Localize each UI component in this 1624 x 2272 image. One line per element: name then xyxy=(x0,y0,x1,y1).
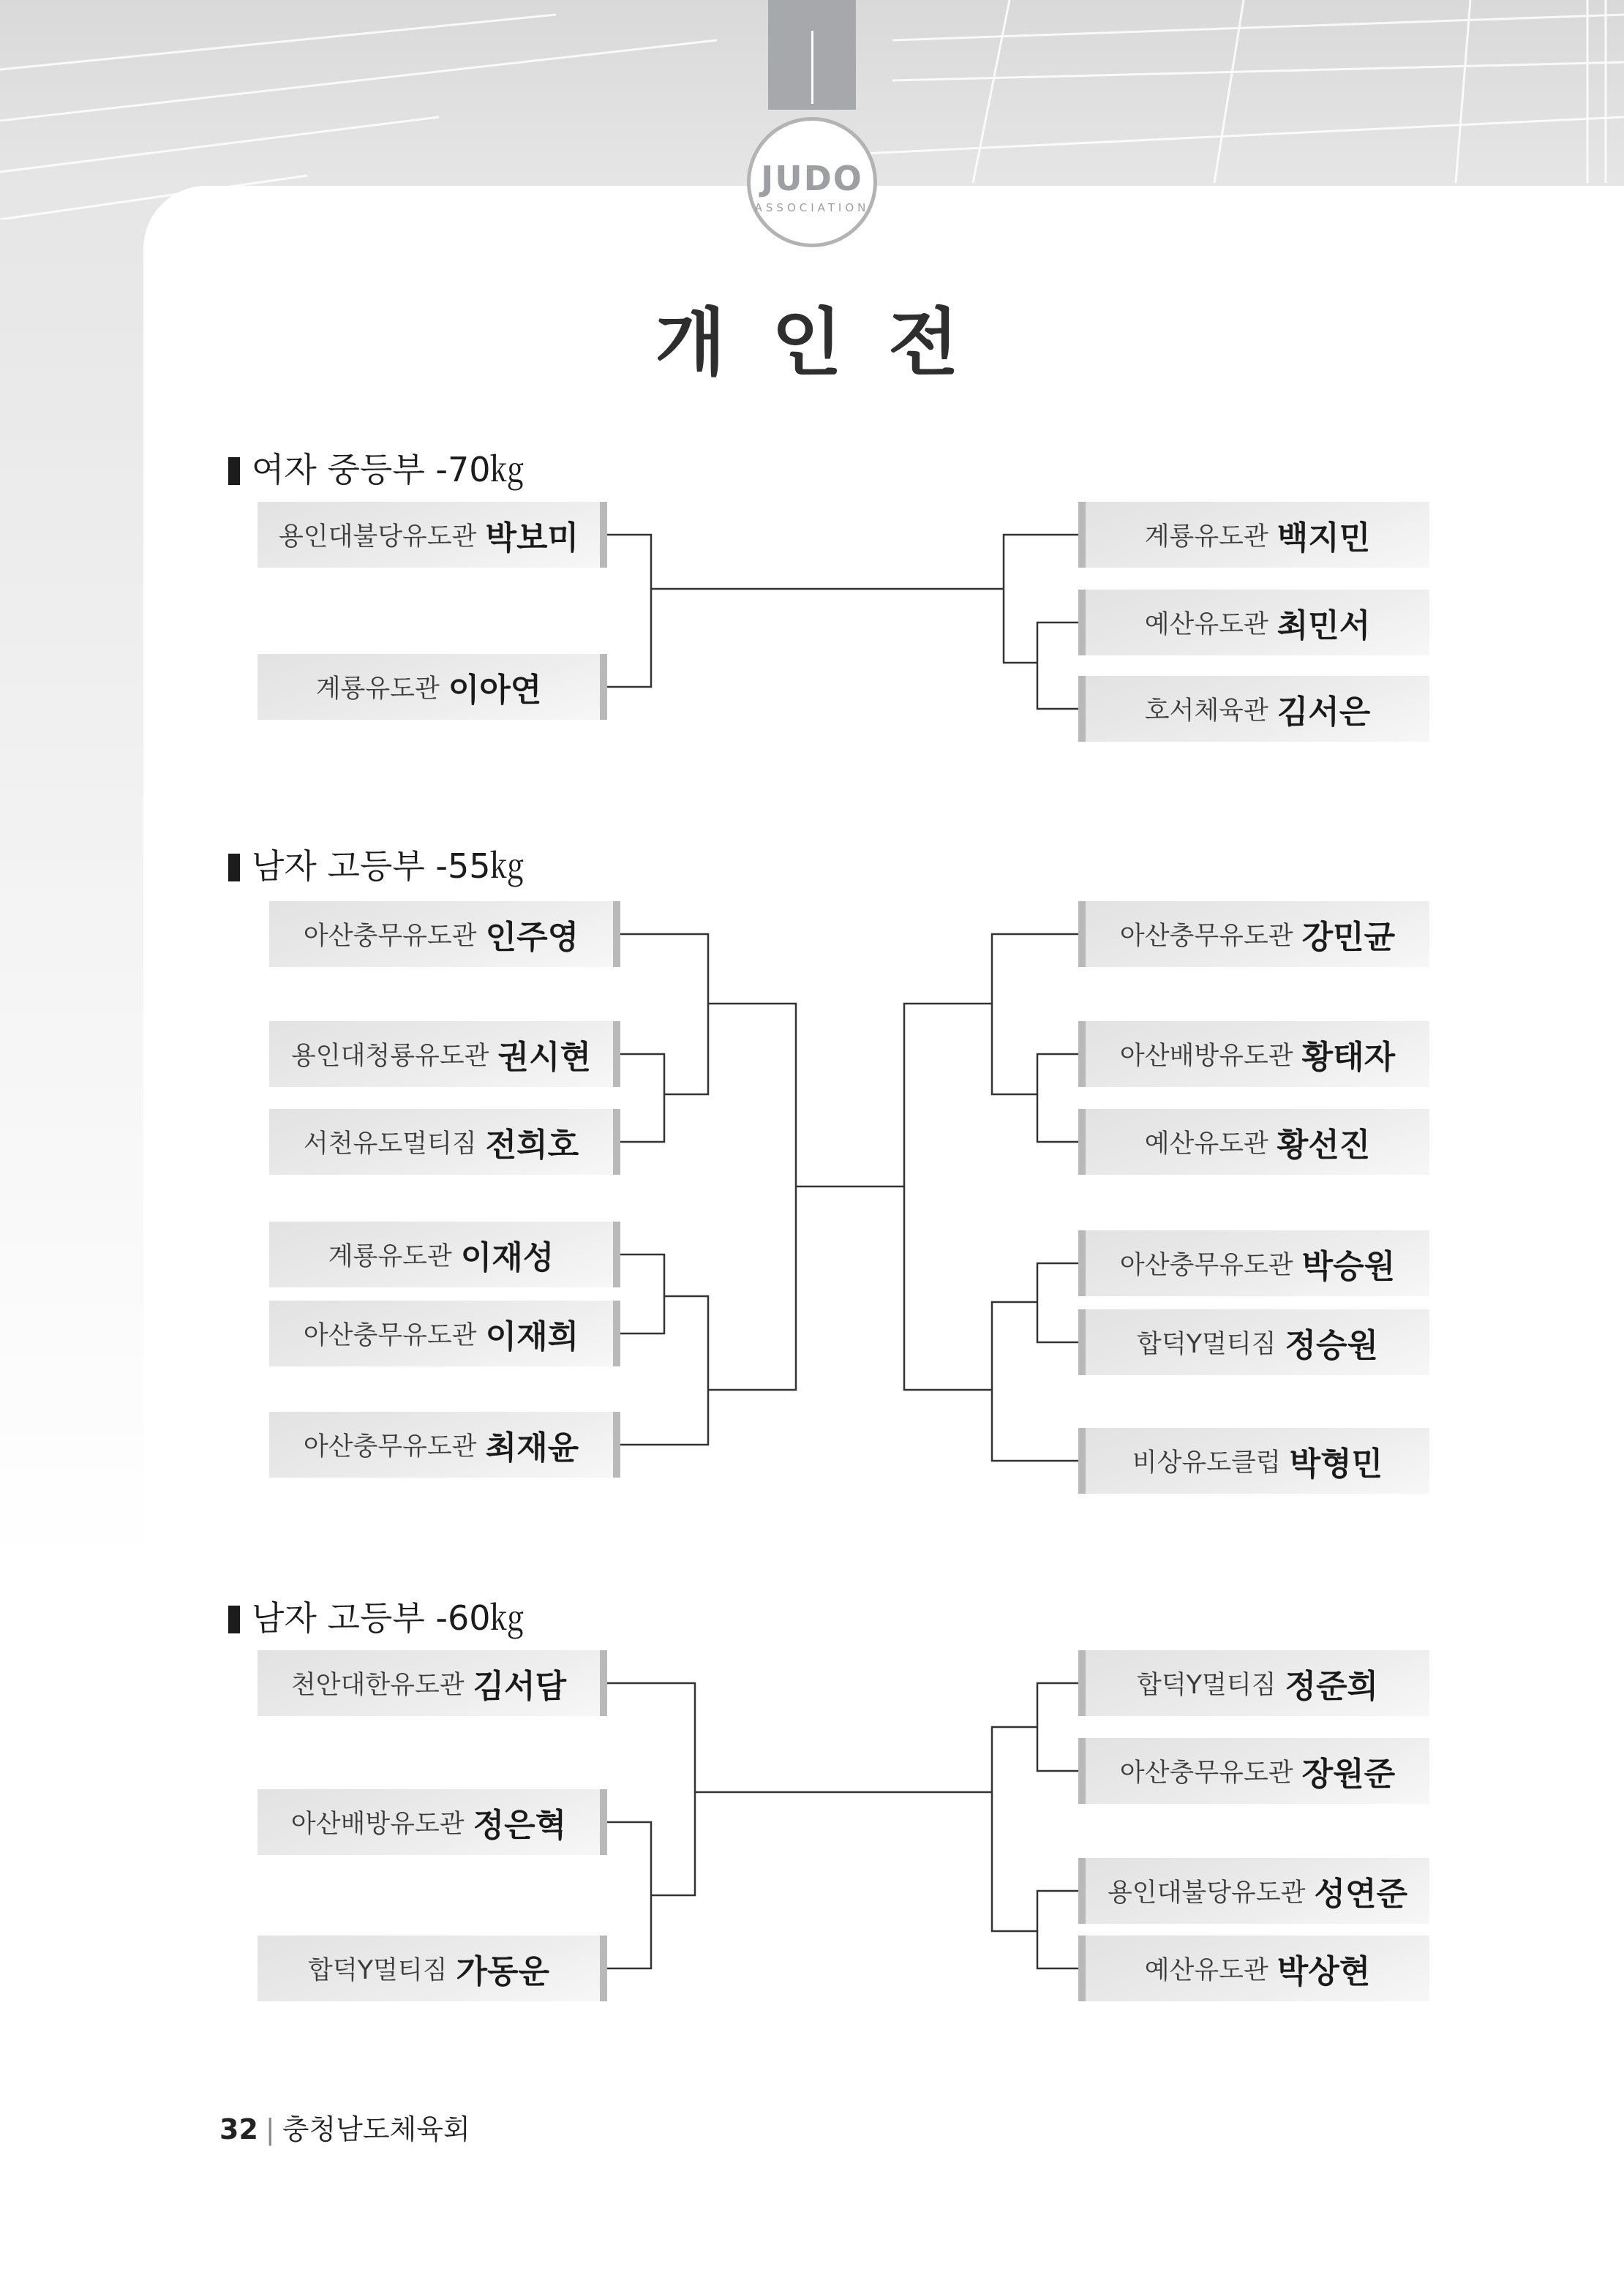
player-club: 합덕Y멀티짐 xyxy=(1137,1330,1277,1359)
player-club: 계룡유도관 xyxy=(1144,522,1268,552)
bracket-connector xyxy=(607,1822,651,1968)
player-club: 합덕Y멀티짐 xyxy=(308,1956,448,1985)
organization-name: 충청남도체육회 xyxy=(282,2113,470,2145)
page-title: 개 인 전 xyxy=(655,300,969,385)
player-club: 계룡유도관 xyxy=(328,1242,452,1271)
logo-title: JUDO xyxy=(761,159,863,198)
bracket-connector xyxy=(992,1727,1037,1931)
player-club: 예산유도관 xyxy=(1144,1129,1268,1159)
logo-subtitle: ASSOCIATION xyxy=(754,201,870,214)
bracket-connector xyxy=(992,934,1078,1094)
player-name: 정은혁 xyxy=(473,1807,567,1844)
player-club: 아산충무유도관 xyxy=(1119,1251,1293,1280)
player-name: 강민균 xyxy=(1301,919,1396,956)
player-name: 박보미 xyxy=(485,519,579,557)
player-club: 비상유도클럽 xyxy=(1132,1448,1281,1478)
player-name: 최민서 xyxy=(1277,607,1371,644)
player-name: 정준희 xyxy=(1285,1668,1378,1705)
page-number: 32 xyxy=(219,2113,258,2145)
player-name: 권시현 xyxy=(497,1039,591,1076)
player-club: 서천유도멀티짐 xyxy=(303,1129,477,1159)
player-name: 박상현 xyxy=(1277,1953,1371,1990)
player-club: 아산충무유도관 xyxy=(303,1321,477,1350)
player-club: 예산유도관 xyxy=(1144,610,1268,639)
player-name: 박승원 xyxy=(1301,1248,1396,1285)
player-name: 장원준 xyxy=(1301,1756,1396,1793)
bracket-connector xyxy=(1037,622,1078,709)
player-name: 황선진 xyxy=(1277,1126,1371,1164)
section-title-men-high-60kg: 남자 고등부 -60㎏ xyxy=(228,1592,525,1640)
player-club: 용인대불당유도관 xyxy=(279,522,477,552)
player-name: 황태자 xyxy=(1301,1039,1396,1076)
player-name: 김서은 xyxy=(1277,693,1371,731)
player-name: 가동운 xyxy=(456,1953,549,1990)
player-name: 박형민 xyxy=(1289,1445,1383,1483)
player-name: 전희호 xyxy=(485,1126,579,1164)
bracket-connector xyxy=(1037,1263,1078,1342)
player-club: 아산배방유도관 xyxy=(1119,1042,1293,1071)
player-club: 용인대청룡유도관 xyxy=(291,1042,489,1071)
player-name: 김서담 xyxy=(473,1668,567,1705)
player-club: 호서체육관 xyxy=(1144,696,1268,726)
player-name: 정승원 xyxy=(1285,1327,1378,1364)
bracket-connector xyxy=(1037,1683,1078,1771)
player-name: 백지민 xyxy=(1277,519,1371,557)
bracket-connector xyxy=(1037,1054,1078,1142)
bracket-connector xyxy=(1004,535,1078,663)
bracket-connector xyxy=(620,1255,664,1334)
page-footer xyxy=(219,2107,470,2147)
player-name: 성연준 xyxy=(1314,1876,1407,1913)
bracket-connector xyxy=(620,1054,664,1142)
bracket-connector xyxy=(1037,1891,1078,1968)
player-club: 아산충무유도관 xyxy=(303,1432,477,1462)
player-name: 인주영 xyxy=(485,919,579,956)
player-name: 이재성 xyxy=(460,1239,555,1276)
player-name: 이아연 xyxy=(448,672,542,709)
player-club: 아산충무유도관 xyxy=(1119,922,1293,951)
player-name: 이재희 xyxy=(485,1318,579,1355)
bracket-connector xyxy=(992,1302,1078,1461)
player-club: 천안대한유도관 xyxy=(290,1671,465,1700)
player-club: 합덕Y멀티짐 xyxy=(1137,1671,1277,1700)
player-club: 계룡유도관 xyxy=(315,674,440,704)
bracket-connector xyxy=(904,1004,992,1390)
bracket-connector xyxy=(607,535,651,687)
player-club: 용인대불당유도관 xyxy=(1108,1878,1306,1908)
player-club: 예산유도관 xyxy=(1144,1956,1268,1985)
player-club: 아산배방유도관 xyxy=(290,1810,465,1839)
player-club: 아산충무유도관 xyxy=(303,922,477,951)
section-title-women-middle-70kg: 여자 중등부 -70㎏ xyxy=(228,443,525,492)
player-name: 최재윤 xyxy=(485,1429,579,1467)
footer-separator: | xyxy=(265,2113,275,2145)
section-title-men-high-55kg: 남자 고등부 -55㎏ xyxy=(228,840,525,888)
player-club: 아산충무유도관 xyxy=(1119,1758,1293,1788)
bracket-connector xyxy=(708,1004,796,1390)
